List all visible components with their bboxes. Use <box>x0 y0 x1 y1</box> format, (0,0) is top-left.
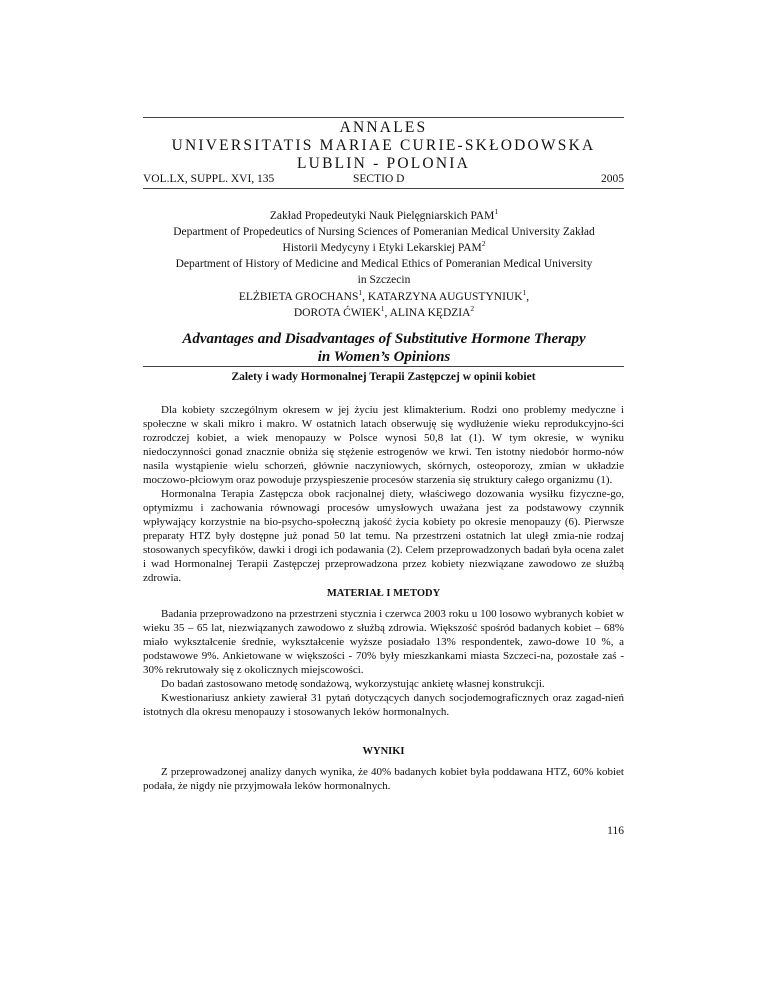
author-affil-marker: 2 <box>470 304 475 313</box>
year-info: 2005 <box>601 173 624 185</box>
paragraph: Dla kobiety szczególnym okresem w jej życiu jest klimakterium. Rodzi ono problemy medyczne i społeczne w skali mikro i makro. W ostatnich latach obserwuję się wydłużenie wieku reprodukcyjno-ści rozrodczej kobiet, a wiek menopauzy w Polsce wynosi 50,8 lat (1). W tym okresie, w wyniku niedoczynności gonad znacznie obniża się stężenie estrogenów we krwi. Ten istotny niedobór hormo-nów nasila wystąpienie wielu schorzeń, głównie naczyniowych, skórnych, osteoporozy, zmian w układzie moczowo-płciowym oraz powoduje przyspieszenie procesów starzenia się struktury całego organizmu (1). <box>143 404 624 486</box>
volume-info: VOL.LX, SUPPL. XVI, 135 <box>143 173 275 185</box>
affiliation-line <box>120 240 648 256</box>
paragraph: Do badań zastosowano metodę sondażową, wykorzystując ankietę własnej konstrukcji. <box>161 678 545 690</box>
title-rule <box>143 366 624 367</box>
section-heading-results: WYNIKI <box>362 746 405 757</box>
section-info: SECTIO D <box>353 173 405 185</box>
author-separator: , <box>526 291 530 303</box>
affiliation-marker: 1 <box>494 207 499 216</box>
affiliation-text: Historii Medycyny i Etyki Lekarskiej PAM <box>282 242 482 254</box>
paragraph: Z przeprowadzonej analizy danych wynika, że 40% badanych kobiet była poddawana HTZ, 60% kobiet podała, że nigdy nie przyjmowała leków hormonalnych. <box>143 766 624 792</box>
author-affil-marker: 1 <box>522 288 527 297</box>
article-title-line2: in Women’s Opinions <box>317 349 451 365</box>
affiliation-text: Zakład Propedeutyki Nauk Pielęgniarskich PAM <box>269 210 495 222</box>
affiliation-line <box>120 208 648 224</box>
header-bottom-rule <box>143 188 624 189</box>
author-line <box>120 305 648 321</box>
journal-title <box>143 119 624 173</box>
author-line <box>120 289 648 305</box>
author-name: ELŻBIETA GROCHANS <box>238 291 359 303</box>
methods-section <box>143 607 624 719</box>
header-top-rule <box>143 117 624 118</box>
author-affil-marker: 1 <box>380 304 385 313</box>
affiliation-line: Department of Propedeutics of Nursing Sciences of Pomeranian Medical University Zakład <box>173 226 595 238</box>
affiliations <box>120 208 648 288</box>
affiliation-line: in Szczecin <box>357 274 411 286</box>
paragraph: Kwestionariusz ankiety zawierał 31 pytań dotyczących danych socjodemograficznych oraz zagad-nień istotnych dla okresu menopauzy i stosowanych leków hormonalnych. <box>143 692 624 718</box>
author-list <box>120 289 648 321</box>
page-number: 116 <box>607 825 624 837</box>
journal-title-line3: LUBLIN - POLONIA <box>297 155 470 172</box>
paragraph: Badania przeprowadzono na przestrzeni stycznia i czerwca 2003 roku u 100 losowo wybranych kobiet w wieku 35 – 65 lat, niezwiązanych zawodowo z służbą zdrowia. Większość spośród badanych kobiet – 68% miało wykształcenie średnie, wykształcenie wyższe posiadało 13% respondentek, zawo-dowe 10 %, a podstawowe 9%. Ankietowane w większości - 70% były mieszkankami miasta Szczeci-na, pozostałe zaś - 30% rekrutowały się z okolicznych miejscowości. <box>143 608 624 676</box>
article-subtitle: Zalety i wady Hormonalnej Terapii Zastępczej w opinii kobiet <box>231 371 536 383</box>
intro-section <box>143 403 624 585</box>
section-heading-methods: MATERIAŁ I METODY <box>326 588 441 599</box>
article-title-line1: Advantages and Disadvantages of Substitutive Hormone Therapy <box>182 331 586 347</box>
journal-title-line2: UNIVERSITATIS MARIAE CURIE-SKŁODOWSKA <box>171 137 596 154</box>
journal-title-line1: ANNALES <box>339 119 428 136</box>
author-name: , KATARZYNA AUGUSTYNIUK <box>362 291 523 303</box>
author-name: , ALINA KĘDZIA <box>384 307 471 319</box>
affiliation-line: Department of History of Medicine and Medical Ethics of Pomeranian Medical University <box>175 258 593 270</box>
affiliation-marker: 2 <box>481 239 486 248</box>
author-affil-marker: 1 <box>358 288 363 297</box>
author-name: DOROTA ĆWIEK <box>293 307 381 319</box>
paragraph: Hormonalna Terapia Zastępcza obok racjonalnej diety, właściwego dozowania wysiłku fizyczne-go, optymizmu i zachowania równowagi procesów umysłowych uważana jest za podstawowy czynnik wpływający korzystnie na bio-psycho-społeczną jakość życia kobiety po okresie menopauzy (6). Pierwsze preparaty HTZ były dostępne już ponad 50 lat temu. Na przestrzeni ostatnich lat uległ zmia-nie rodzaj stosowanych specyfików, dawki i drogi ich podawania (2). Celem przeprowadzonych badań była ocena zalet i wad Hormonalnej Terapii Zastępczej przeprowadzona przez kobiety niezwiązane zawodowo ze służbą zdrowia. <box>143 488 624 584</box>
results-section <box>143 765 624 793</box>
article-title <box>120 330 648 366</box>
